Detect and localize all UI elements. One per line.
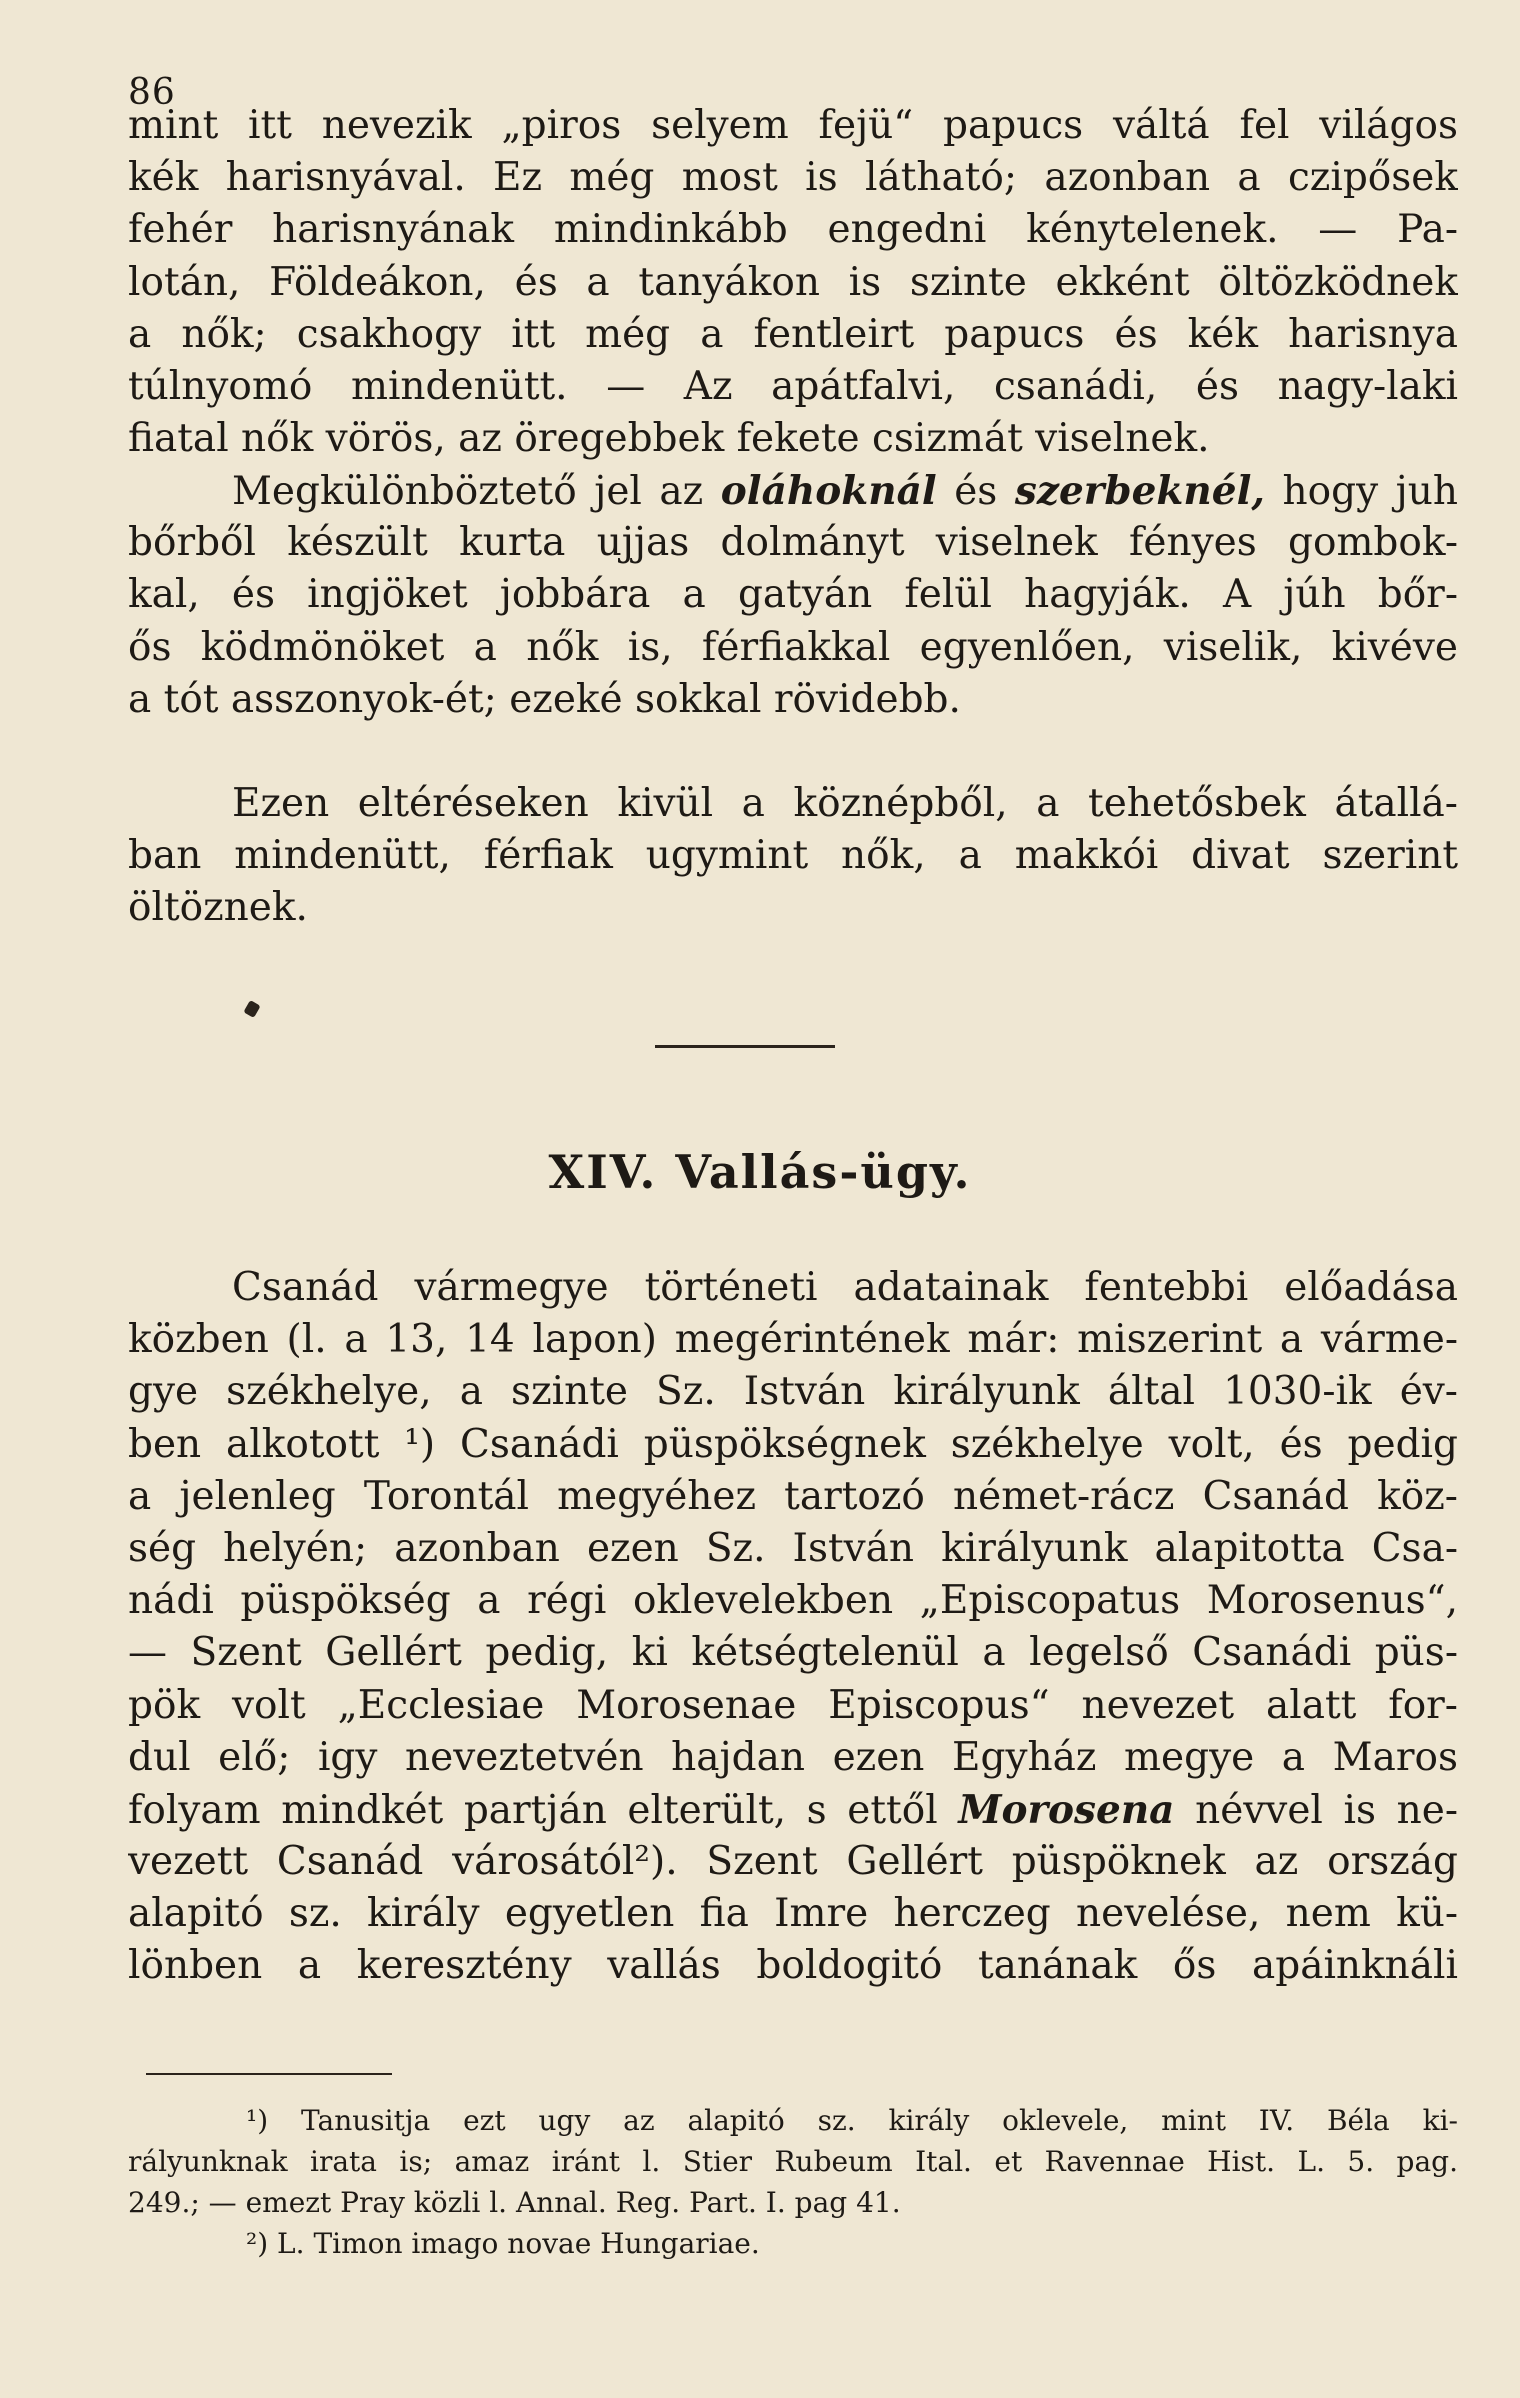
text-line: kék harisnyával. Ez még most is látható; azonban a czipősek [128, 155, 1458, 201]
text-line: ben alkotott ¹) Csanádi püspökségnek székhelye volt, és pedig [128, 1421, 1458, 1467]
emphasis-text: Morosena [958, 1786, 1175, 1833]
text-line: bőrből készült kurta ujjas dolmányt viselnek fényes gombok- [128, 520, 1458, 566]
text-line: vezett Csanád városától²). Szent Gellért püspöknek az ország [128, 1839, 1458, 1885]
text-line: nádi püspökség a régi oklevelekben „Episcopatus Morosenus“, [128, 1578, 1458, 1624]
page-number: 86 [128, 72, 176, 113]
text-line: kal, és ingjöket jobbára a gatyán felül hagyják. A júh bőr- [128, 572, 1458, 618]
text-line [128, 1784, 1458, 1836]
text-line: lönben a keresztény vallás boldogitó tanának ős apáinknáli [128, 1943, 1458, 1989]
text-line: közben (l. a 13, 14 lapon) megérintének már: miszerint a várme- [128, 1317, 1458, 1363]
footnote-divider [146, 2073, 392, 2075]
text-run: folyam mindkét partján elterült, s ettől [128, 1787, 959, 1833]
footnotes [128, 2100, 1458, 2264]
text-run: és [936, 469, 1015, 514]
paragraph-1 [128, 100, 1458, 465]
text-line: gye székhelye, a szinte Sz. István királyunk által 1030-ik év- [128, 1369, 1458, 1415]
text-line [128, 465, 1458, 517]
text-line: a nők; csakhogy itt még a fentleirt papucs és kék harisnya [128, 311, 1458, 357]
text-line: fiatal nők vörös, az öregebbek fekete csizmát viselnek. [128, 416, 1210, 462]
paragraph-3 [128, 778, 1458, 935]
text-line: pök volt „Ecclesiae Morosenae Episcopus“ nevezet alatt for- [128, 1682, 1458, 1728]
text-line: öltöznek. [128, 885, 308, 931]
text-run: névvel is ne- [1174, 1787, 1458, 1833]
text-line: ség helyén; azonban ezen Sz. István királyunk alapitotta Csa- [128, 1525, 1458, 1571]
text-line: a tót asszonyok-ét; ezeké sokkal rövidebb. [128, 676, 961, 722]
footnote-line: rályunknak irata is; amaz iránt l. Stier Rubeum Ital. et Ravennae Hist. L. 5. pag. [128, 2145, 1458, 2178]
text-line: dul elő; igy neveztetvén hajdan ezen Egyház megye a Maros [128, 1734, 1458, 1780]
text-run: Megkülönböztető jel az [232, 469, 721, 514]
text-line: ős ködmönöket a nők is, férfiakkal egyenlően, viselik, kivéve [128, 624, 1458, 670]
emphasis-text: oláhoknál [720, 468, 937, 514]
section-divider [655, 1045, 835, 1048]
footnote-line: 249.; — emezt Pray közli l. Annal. Reg. Part. I. pag 41. [128, 2186, 901, 2219]
text-line: Csanád vármegye történeti adatainak fentebbi előadása [232, 1265, 1458, 1310]
text-run: hogy juh [1265, 469, 1458, 514]
text-line: — Szent Gellért pedig, ki kétségtelenül a legelső Csanádi püs- [128, 1630, 1458, 1676]
ink-mark [243, 1000, 260, 1018]
footnote-line: ¹) Tanusitja ezt ugy az alapitó sz. király oklevele, mint IV. Béla ki- [246, 2104, 1458, 2137]
text-line: túlnyomó mindenütt. — Az apátfalvi, csanádi, és nagy-laki [128, 363, 1458, 409]
text-line: fehér harisnyának mindinkább engedni kénytelenek. — Pa- [128, 207, 1458, 253]
text-line: ban mindenütt, férfiak ugymint nők, a makkói divat szerint [128, 833, 1458, 879]
section-heading: XIV. Vallás-ügy. [548, 1145, 972, 1199]
paragraph-4 [128, 1262, 1458, 1993]
text-line: lotán, Földeákon, és a tanyákon is szinte ekként öltözködnek [128, 259, 1458, 305]
text-line: Ezen eltéréseken kivül a köznépből, a tehetősbek átallá- [232, 781, 1458, 826]
text-line: mint itt nevezik „piros selyem fejü“ papucs váltá fel világos [128, 103, 1458, 148]
footnote-line: ²) L. Timon imago novae Hungariae. [246, 2227, 760, 2260]
paragraph-2 [128, 465, 1458, 726]
text-line: a jelenleg Torontál megyéhez tartozó német-rácz Csanád köz- [128, 1473, 1458, 1519]
emphasis-text: szerbeknél, [1014, 468, 1265, 514]
text-line: alapitó sz. király egyetlen fia Imre herczeg nevelése, nem kü- [128, 1891, 1458, 1937]
